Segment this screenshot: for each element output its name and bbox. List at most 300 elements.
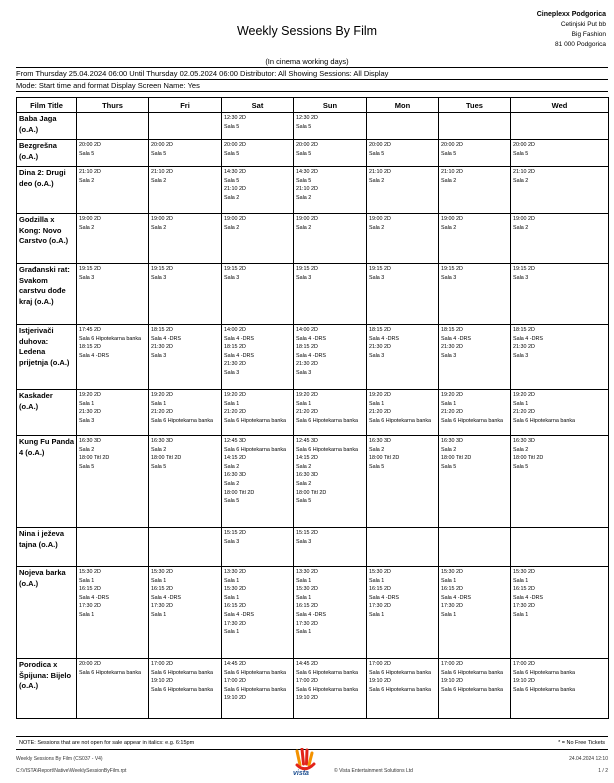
session-cell-fri bbox=[149, 140, 222, 167]
company-address-line: 81 000 Podgorica bbox=[555, 41, 606, 48]
session-screen: Sala 6 Hipotekarna banka bbox=[151, 669, 214, 676]
session-time: 18:15 2D bbox=[296, 344, 318, 351]
column-header-wed: Wed bbox=[511, 98, 609, 113]
session-screen: Sala 5 bbox=[79, 150, 95, 157]
session-screen: Sala 6 Hipotekarna banka bbox=[79, 335, 142, 342]
film-title-cell: Bezgrešna (o.A.) bbox=[17, 140, 77, 167]
session-screen: Sala 5 bbox=[296, 150, 312, 157]
session-time: 14:45 2D bbox=[296, 661, 318, 667]
session-screen: Sala 5 bbox=[513, 463, 529, 470]
session-cell-sun bbox=[294, 390, 367, 436]
session-screen: Sala 3 bbox=[296, 538, 312, 545]
session-time: 16:15 2D bbox=[296, 603, 318, 610]
session-screen: Sala 3 bbox=[296, 369, 312, 376]
session-cell-wed bbox=[511, 659, 609, 719]
session-screen: Sala 2 bbox=[224, 194, 240, 201]
session-cell-sun bbox=[294, 659, 367, 719]
session-cell-wed bbox=[511, 264, 609, 325]
table-row bbox=[17, 140, 609, 167]
session-screen: Sala 4 -DRS bbox=[441, 335, 471, 342]
session-time: 17:30 2D bbox=[79, 603, 101, 610]
session-time: 19:00 2D bbox=[296, 216, 318, 222]
session-time: 21:20 2D bbox=[513, 409, 535, 416]
session-time: 19:15 2D bbox=[151, 266, 173, 272]
session-time: 20:00 2D bbox=[369, 142, 391, 148]
session-time: 19:10 2D bbox=[369, 678, 391, 685]
session-screen: Sala 2 bbox=[79, 224, 95, 231]
session-cell-thurs bbox=[77, 113, 149, 140]
table-row bbox=[17, 214, 609, 264]
session-time: 19:15 2D bbox=[369, 266, 391, 272]
column-header-sat: Sat bbox=[222, 98, 294, 113]
session-time: 21:20 2D bbox=[224, 409, 246, 416]
session-time: 18:15 2D bbox=[441, 327, 463, 333]
session-screen: Sala 2 bbox=[296, 194, 312, 201]
report-title: Weekly Sessions By Film bbox=[236, 24, 378, 38]
session-time: 21:10 2D bbox=[369, 169, 391, 175]
session-time: 12:30 2D bbox=[224, 115, 246, 121]
session-screen: Sala 4 -DRS bbox=[513, 335, 543, 342]
vista-logo bbox=[291, 748, 319, 778]
company-address bbox=[537, 10, 606, 50]
session-cell-thurs bbox=[77, 264, 149, 325]
session-time: 19:15 2D bbox=[441, 266, 463, 272]
session-time: 19:00 2D bbox=[151, 216, 173, 222]
session-screen: Sala 5 bbox=[296, 177, 312, 184]
session-time: 18:15 2D bbox=[369, 327, 391, 333]
session-screen: Sala 5 bbox=[224, 177, 240, 184]
session-screen: Sala 4 -DRS bbox=[224, 611, 254, 618]
session-time: 14:00 2D bbox=[296, 327, 318, 333]
session-cell-fri bbox=[149, 167, 222, 214]
session-time: 12:30 2D bbox=[296, 115, 318, 121]
session-time: 14:15 2D bbox=[224, 455, 246, 462]
table-header-row bbox=[17, 98, 609, 113]
session-time: 19:00 2D bbox=[441, 216, 463, 222]
session-cell-tues bbox=[439, 264, 511, 325]
session-screen: Sala 3 bbox=[369, 274, 385, 281]
session-time: 17:30 2D bbox=[296, 620, 318, 627]
parameters-line-1: From Thursday 25.04.2024 06:00 Until Thursday 02.05.2024 06:00 Distributor: All Showing Sessions: All Display bbox=[16, 67, 608, 80]
session-cell-sun bbox=[294, 528, 367, 567]
session-time: 16:15 2D bbox=[151, 586, 173, 593]
session-screen: Sala 6 Hipotekarna banka bbox=[296, 417, 359, 424]
session-time: 17:45 2D bbox=[79, 327, 101, 333]
session-screen: Sala 2 bbox=[151, 446, 167, 453]
session-screen: Sala 3 bbox=[151, 352, 167, 359]
session-time: 17:30 2D bbox=[224, 620, 246, 627]
session-screen: Sala 5 bbox=[151, 463, 167, 470]
session-time: 15:30 2D bbox=[369, 569, 391, 575]
session-screen: Sala 4 -DRS bbox=[513, 594, 543, 601]
session-screen: Sala 2 bbox=[151, 177, 167, 184]
session-screen: Sala 6 Hipotekarna banka bbox=[224, 686, 287, 693]
vista-logo-text: vista bbox=[293, 770, 309, 777]
session-screen: Sala 2 bbox=[296, 480, 312, 487]
session-time: 18:00 Titl 2D bbox=[296, 489, 327, 496]
session-cell-tues bbox=[439, 113, 511, 140]
session-cell-fri bbox=[149, 325, 222, 390]
company-name: Cineplexx Podgorica bbox=[536, 11, 606, 18]
film-title-cell: Godzilla x Kong: Novo Carstvo (o.A.) bbox=[17, 214, 77, 264]
session-cell-sat bbox=[222, 214, 294, 264]
session-screen: Sala 2 bbox=[296, 224, 312, 231]
session-cell-mon bbox=[367, 659, 439, 719]
session-time: 13:30 2D bbox=[296, 569, 318, 575]
session-cell-mon bbox=[367, 264, 439, 325]
session-screen: Sala 6 Hipotekarna banka bbox=[513, 417, 576, 424]
session-time: 21:10 2D bbox=[296, 186, 318, 193]
session-screen: Sala 1 bbox=[296, 577, 312, 584]
session-screen: Sala 6 Hipotekarna banka bbox=[296, 669, 359, 676]
session-cell-fri bbox=[149, 264, 222, 325]
session-screen: Sala 6 Hipotekarna banka bbox=[441, 686, 504, 693]
session-time: 15:15 2D bbox=[296, 530, 318, 536]
session-cell-tues bbox=[439, 214, 511, 264]
session-screen: Sala 2 bbox=[513, 224, 529, 231]
session-screen: Sala 4 -DRS bbox=[79, 594, 109, 601]
copyright-text: © Vista Entertainment Solutions Ltd bbox=[334, 768, 413, 774]
session-screen: Sala 4 -DRS bbox=[224, 352, 254, 359]
table-row bbox=[17, 436, 609, 528]
session-time: 21:20 2D bbox=[296, 409, 318, 416]
session-screen: Sala 6 Hipotekarna banka bbox=[441, 669, 504, 676]
session-cell-tues bbox=[439, 390, 511, 436]
session-screen: Sala 3 bbox=[441, 274, 457, 281]
session-time: 16:30 3D bbox=[79, 438, 101, 444]
session-time: 20:00 2D bbox=[151, 142, 173, 148]
session-time: 19:10 2D bbox=[513, 678, 535, 685]
sessions-table bbox=[16, 97, 609, 719]
session-cell-mon bbox=[367, 325, 439, 390]
table-row bbox=[17, 567, 609, 659]
session-time: 17:00 2D bbox=[513, 661, 535, 667]
session-time: 19:00 2D bbox=[79, 216, 101, 222]
film-title-cell: Nojeva barka (o.A.) bbox=[17, 567, 77, 659]
session-time: 19:15 2D bbox=[79, 266, 101, 272]
session-cell-fri bbox=[149, 436, 222, 528]
session-cell-sat bbox=[222, 659, 294, 719]
table-row bbox=[17, 390, 609, 436]
session-time: 19:20 2D bbox=[369, 392, 391, 398]
session-cell-wed bbox=[511, 528, 609, 567]
film-title-cell: Kaskader (o.A.) bbox=[17, 390, 77, 436]
session-screen: Sala 1 bbox=[441, 611, 457, 618]
session-screen: Sala 6 Hipotekarna banka bbox=[441, 417, 504, 424]
session-time: 19:20 2D bbox=[224, 392, 246, 398]
session-time: 16:30 3D bbox=[296, 472, 318, 479]
session-time: 19:10 2D bbox=[296, 695, 318, 702]
session-time: 19:10 2D bbox=[441, 678, 463, 685]
session-screen: Sala 5 bbox=[224, 123, 240, 130]
session-cell-sat bbox=[222, 436, 294, 528]
session-time: 19:00 2D bbox=[224, 216, 246, 222]
session-cell-mon bbox=[367, 214, 439, 264]
session-cell-thurs bbox=[77, 528, 149, 567]
film-title-cell: Dina 2: Drugi deo (o.A.) bbox=[17, 167, 77, 214]
session-time: 16:15 2D bbox=[513, 586, 535, 593]
film-title-cell: Istjerivači duhova: Ledena prijetnja (o.A.) bbox=[17, 325, 77, 390]
table-row bbox=[17, 264, 609, 325]
session-screen: Sala 3 bbox=[224, 274, 240, 281]
session-screen: Sala 2 bbox=[151, 224, 167, 231]
session-cell-wed bbox=[511, 436, 609, 528]
session-screen: Sala 6 Hipotekarna banka bbox=[369, 417, 432, 424]
session-time: 20:00 2D bbox=[441, 142, 463, 148]
session-cell-thurs bbox=[77, 390, 149, 436]
session-cell-mon bbox=[367, 390, 439, 436]
session-time: 16:30 3D bbox=[513, 438, 535, 444]
session-screen: Sala 1 bbox=[224, 577, 240, 584]
session-screen: Sala 2 bbox=[224, 224, 240, 231]
session-time: 16:15 2D bbox=[369, 586, 391, 593]
session-screen: Sala 1 bbox=[296, 400, 312, 407]
session-cell-sat bbox=[222, 390, 294, 436]
session-time: 19:15 2D bbox=[513, 266, 535, 272]
session-cell-sat bbox=[222, 167, 294, 214]
session-time: 15:15 2D bbox=[224, 530, 246, 536]
session-time: 19:00 2D bbox=[513, 216, 535, 222]
session-cell-fri bbox=[149, 390, 222, 436]
session-screen: Sala 6 Hipotekarna banka bbox=[224, 417, 287, 424]
session-cell-sat bbox=[222, 528, 294, 567]
session-time: 21:30 2D bbox=[513, 344, 535, 351]
session-time: 19:15 2D bbox=[224, 266, 246, 272]
session-screen: Sala 2 bbox=[513, 446, 529, 453]
session-time: 17:30 2D bbox=[151, 603, 173, 610]
session-screen: Sala 3 bbox=[513, 352, 529, 359]
film-title-cell: Građanski rat: Svakom carstvu dođe kraj (o.A.) bbox=[17, 264, 77, 325]
session-screen: Sala 6 Hipotekarna banka bbox=[79, 669, 142, 676]
session-screen: Sala 1 bbox=[224, 629, 240, 636]
session-screen: Sala 4 -DRS bbox=[224, 335, 254, 342]
session-time: 15:30 2D bbox=[296, 586, 318, 593]
session-screen: Sala 3 bbox=[513, 274, 529, 281]
session-screen: Sala 1 bbox=[369, 611, 385, 618]
session-time: 21:30 2D bbox=[151, 344, 173, 351]
column-header-mon: Mon bbox=[367, 98, 439, 113]
session-screen: Sala 6 Hipotekarna banka bbox=[151, 686, 214, 693]
session-time: 17:00 2D bbox=[441, 661, 463, 667]
session-cell-sat bbox=[222, 140, 294, 167]
session-screen: Sala 2 bbox=[441, 446, 457, 453]
session-cell-sun bbox=[294, 264, 367, 325]
session-screen: Sala 3 bbox=[441, 352, 457, 359]
session-screen: Sala 5 bbox=[369, 463, 385, 470]
session-cell-wed bbox=[511, 113, 609, 140]
session-screen: Sala 4 -DRS bbox=[151, 594, 181, 601]
session-screen: Sala 2 bbox=[441, 177, 457, 184]
session-time: 20:00 2D bbox=[79, 661, 101, 667]
session-cell-thurs bbox=[77, 214, 149, 264]
session-time: 19:00 2D bbox=[369, 216, 391, 222]
session-cell-thurs bbox=[77, 140, 149, 167]
parameters-line-2: Mode: Start time and format Display Screen Name: Yes bbox=[16, 80, 608, 92]
session-time: 21:10 2D bbox=[441, 169, 463, 175]
session-screen: Sala 1 bbox=[151, 611, 167, 618]
session-cell-fri bbox=[149, 567, 222, 659]
session-cell-tues bbox=[439, 436, 511, 528]
session-screen: Sala 1 bbox=[441, 400, 457, 407]
table-row bbox=[17, 113, 609, 140]
session-time: 19:20 2D bbox=[296, 392, 318, 398]
session-cell-tues bbox=[439, 167, 511, 214]
session-time: 18:00 Titl 2D bbox=[441, 455, 472, 462]
session-cell-fri bbox=[149, 113, 222, 140]
session-time: 18:00 Titl 2D bbox=[224, 489, 255, 496]
session-time: 17:00 2D bbox=[151, 661, 173, 667]
session-cell-tues bbox=[439, 528, 511, 567]
session-screen: Sala 5 bbox=[296, 123, 312, 130]
session-time: 20:00 2D bbox=[513, 142, 535, 148]
session-cell-fri bbox=[149, 659, 222, 719]
session-time: 21:30 2D bbox=[369, 344, 391, 351]
session-screen: Sala 6 Hipotekarna banka bbox=[151, 417, 214, 424]
session-time: 14:45 2D bbox=[224, 661, 246, 667]
session-screen: Sala 1 bbox=[224, 594, 240, 601]
session-screen: Sala 5 bbox=[441, 463, 457, 470]
session-screen: Sala 3 bbox=[224, 538, 240, 545]
session-cell-fri bbox=[149, 528, 222, 567]
session-time: 13:30 2D bbox=[224, 569, 246, 575]
column-header-thurs: Thurs bbox=[77, 98, 149, 113]
session-time: 17:30 2D bbox=[513, 603, 535, 610]
session-cell-mon bbox=[367, 567, 439, 659]
session-cell-thurs bbox=[77, 659, 149, 719]
session-screen: Sala 2 bbox=[224, 463, 240, 470]
session-screen: Sala 2 bbox=[441, 224, 457, 231]
session-screen: Sala 5 bbox=[79, 463, 95, 470]
session-cell-sat bbox=[222, 264, 294, 325]
session-screen: Sala 2 bbox=[296, 463, 312, 470]
session-cell-wed bbox=[511, 214, 609, 264]
film-title-cell: Kung Fu Panda 4 (o.A.) bbox=[17, 436, 77, 528]
session-screen: Sala 6 Hipotekarna banka bbox=[296, 446, 359, 453]
session-cell-thurs bbox=[77, 436, 149, 528]
session-screen: Sala 1 bbox=[513, 400, 529, 407]
session-screen: Sala 4 -DRS bbox=[369, 594, 399, 601]
session-cell-wed bbox=[511, 325, 609, 390]
session-time: 12:45 3D bbox=[296, 438, 318, 444]
session-cell-thurs bbox=[77, 567, 149, 659]
session-screen: Sala 4 -DRS bbox=[296, 335, 326, 342]
session-time: 14:30 2D bbox=[224, 169, 246, 175]
session-screen: Sala 2 bbox=[369, 446, 385, 453]
session-time: 20:00 2D bbox=[296, 142, 318, 148]
session-time: 19:15 2D bbox=[296, 266, 318, 272]
session-screen: Sala 5 bbox=[441, 150, 457, 157]
session-time: 21:30 2D bbox=[224, 361, 246, 368]
session-cell-sat bbox=[222, 113, 294, 140]
session-screen: Sala 4 -DRS bbox=[441, 594, 471, 601]
session-screen: Sala 1 bbox=[151, 400, 167, 407]
report-parameters bbox=[16, 67, 608, 92]
session-time: 16:30 3D bbox=[369, 438, 391, 444]
session-time: 21:30 2D bbox=[79, 409, 101, 416]
session-screen: Sala 4 -DRS bbox=[296, 611, 326, 618]
session-screen: Sala 1 bbox=[441, 577, 457, 584]
session-screen: Sala 4 -DRS bbox=[369, 335, 399, 342]
session-screen: Sala 3 bbox=[151, 274, 167, 281]
column-header-tues: Tues bbox=[439, 98, 511, 113]
session-time: 21:20 2D bbox=[369, 409, 391, 416]
session-screen: Sala 1 bbox=[513, 611, 529, 618]
report-name: Weekly Sessions By Film (CS037 - V4) bbox=[16, 756, 103, 762]
session-cell-sun bbox=[294, 140, 367, 167]
session-time: 16:30 3D bbox=[151, 438, 173, 444]
table-row bbox=[17, 325, 609, 390]
session-screen: Sala 3 bbox=[369, 352, 385, 359]
company-address-line: Big Fashion bbox=[571, 31, 606, 38]
session-time: 16:30 3D bbox=[224, 472, 246, 479]
session-screen: Sala 2 bbox=[79, 446, 95, 453]
session-screen: Sala 6 Hipotekarna banka bbox=[369, 669, 432, 676]
session-time: 16:15 2D bbox=[79, 586, 101, 593]
session-time: 18:00 Titl 2D bbox=[369, 455, 400, 462]
session-cell-wed bbox=[511, 167, 609, 214]
session-cell-sat bbox=[222, 567, 294, 659]
session-screen: Sala 3 bbox=[79, 417, 95, 424]
session-time: 21:10 2D bbox=[151, 169, 173, 175]
session-time: 19:20 2D bbox=[441, 392, 463, 398]
session-screen: Sala 6 Hipotekarna banka bbox=[369, 686, 432, 693]
film-title-cell: Porodica x Špijuna: Bijelo (o.A.) bbox=[17, 659, 77, 719]
session-screen: Sala 1 bbox=[79, 577, 95, 584]
session-screen: Sala 3 bbox=[79, 274, 95, 281]
company-address-line: Cetinjski Put bb bbox=[560, 21, 606, 28]
session-screen: Sala 1 bbox=[369, 577, 385, 584]
session-screen: Sala 5 bbox=[513, 150, 529, 157]
free-tickets-legend: * = No Free Tickets bbox=[558, 740, 605, 746]
session-cell-mon bbox=[367, 528, 439, 567]
session-screen: Sala 5 bbox=[296, 498, 312, 505]
report-subtitle: (In cinema working days) bbox=[265, 57, 349, 66]
session-cell-wed bbox=[511, 390, 609, 436]
session-screen: Sala 1 bbox=[79, 400, 95, 407]
film-title-cell: Nina i ježeva tajna (o.A.) bbox=[17, 528, 77, 567]
session-time: 14:30 2D bbox=[296, 169, 318, 175]
session-time: 21:10 2D bbox=[513, 169, 535, 175]
session-cell-sun bbox=[294, 167, 367, 214]
session-time: 21:30 2D bbox=[441, 344, 463, 351]
session-time: 17:00 2D bbox=[224, 678, 246, 685]
session-screen: Sala 1 bbox=[151, 577, 167, 584]
film-title-cell: Baba Jaga (o.A.) bbox=[17, 113, 77, 140]
session-screen: Sala 1 bbox=[224, 400, 240, 407]
session-screen: Sala 4 -DRS bbox=[79, 352, 109, 359]
session-cell-sun bbox=[294, 567, 367, 659]
column-header-film-title: Film Title bbox=[17, 98, 77, 113]
session-screen: Sala 1 bbox=[369, 400, 385, 407]
session-time: 18:00 Titl 2D bbox=[513, 455, 544, 462]
session-time: 18:15 2D bbox=[513, 327, 535, 333]
session-time: 18:15 2D bbox=[79, 344, 101, 351]
session-time: 12:45 3D bbox=[224, 438, 246, 444]
table-row bbox=[17, 528, 609, 567]
session-screen: Sala 1 bbox=[79, 611, 95, 618]
session-time: 20:00 2D bbox=[79, 142, 101, 148]
session-time: 16:15 2D bbox=[224, 603, 246, 610]
session-screen: Sala 5 bbox=[224, 150, 240, 157]
session-screen: Sala 6 Hipotekarna banka bbox=[224, 446, 287, 453]
session-time: 21:10 2D bbox=[79, 169, 101, 175]
session-time: 17:30 2D bbox=[441, 603, 463, 610]
session-time: 21:10 2D bbox=[224, 186, 246, 193]
session-time: 14:15 2D bbox=[296, 455, 318, 462]
session-time: 15:30 2D bbox=[224, 586, 246, 593]
session-screen: Sala 1 bbox=[513, 577, 529, 584]
session-cell-sun bbox=[294, 214, 367, 264]
